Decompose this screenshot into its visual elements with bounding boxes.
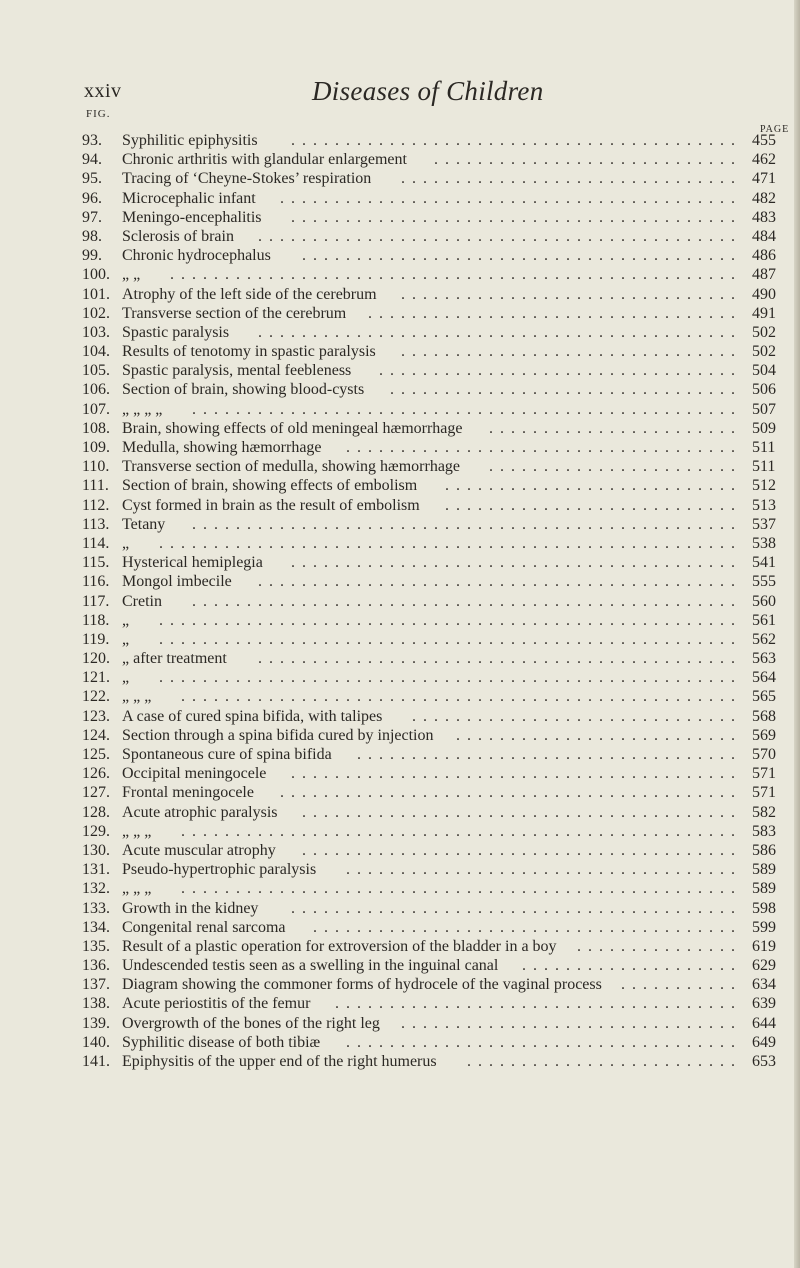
figure-number: 135. xyxy=(82,937,110,955)
leader-dots: .................................... xyxy=(346,439,742,456)
leader-dots: ..................................................... xyxy=(159,611,742,629)
figure-page: 455 xyxy=(752,132,776,149)
leader-dots: ......................................... xyxy=(291,899,742,917)
figure-page: 586 xyxy=(752,841,776,859)
figure-title: Section through a spina bifida cured by injection xyxy=(122,726,434,744)
figure-entry xyxy=(0,822,800,841)
figure-number: 141. xyxy=(82,1053,110,1070)
figure-number: 131. xyxy=(82,861,110,879)
leader-dots: ............................................ xyxy=(258,227,742,245)
leader-dots: .................................................. xyxy=(192,592,742,610)
figure-page: 598 xyxy=(752,899,776,917)
figure-entry xyxy=(0,1033,800,1052)
figure-page: 506 xyxy=(752,381,776,399)
figure-number: 133. xyxy=(82,899,110,917)
figure-entry xyxy=(0,265,800,284)
figure-title: Hysterical hemiplegia xyxy=(122,554,263,572)
figure-number: 105. xyxy=(82,362,110,380)
leader-dots: ....................................... xyxy=(313,918,742,936)
figure-page: 484 xyxy=(752,227,776,245)
figure-page: 561 xyxy=(752,611,776,629)
leader-dots: .......................................... xyxy=(280,189,742,207)
leader-dots: .................................................... xyxy=(170,266,742,284)
leader-dots: ........................... xyxy=(445,477,742,495)
figure-title: „ xyxy=(122,611,130,629)
figure-number: 93. xyxy=(82,132,102,149)
figure-number: 118. xyxy=(82,611,110,629)
figure-page: 644 xyxy=(752,1014,776,1032)
leader-dots: ......................................... xyxy=(291,554,742,572)
figure-page: 599 xyxy=(752,918,776,936)
figure-number: 106. xyxy=(82,381,110,399)
figure-title: „ „ „ xyxy=(122,880,152,898)
figure-number: 104. xyxy=(82,343,110,361)
figure-page: 634 xyxy=(752,976,776,994)
figure-entry xyxy=(0,572,800,591)
figure-page: 555 xyxy=(752,573,776,591)
leader-dots: ............................................ xyxy=(258,573,742,591)
leader-dots: .................................. xyxy=(368,304,742,322)
figure-entry xyxy=(0,534,800,553)
figure-page: 486 xyxy=(752,247,776,265)
figure-page: 560 xyxy=(752,592,776,610)
leader-dots: ............................... xyxy=(401,285,742,303)
figure-entry xyxy=(0,707,800,726)
figure-page: 565 xyxy=(752,688,776,706)
figure-entry xyxy=(0,630,800,649)
figure-page: 507 xyxy=(752,400,776,418)
leader-dots: ......................................... xyxy=(291,765,742,783)
page-number-roman: xxiv xyxy=(84,80,122,102)
figure-title: Mongol imbecile xyxy=(122,573,232,591)
figure-page: 491 xyxy=(752,304,776,322)
figure-entry xyxy=(0,918,800,937)
figure-number: 112. xyxy=(82,496,110,514)
figure-number: 123. xyxy=(82,707,110,725)
figure-page: 487 xyxy=(752,266,776,284)
figure-entry xyxy=(0,208,800,227)
leader-dots: ................................... xyxy=(357,746,742,763)
figure-title: Cretin xyxy=(122,592,162,610)
figure-entry xyxy=(0,668,800,687)
leader-dots: .................................... xyxy=(346,861,742,879)
figure-title: Congenital renal sarcoma xyxy=(122,918,286,936)
figure-title: Tetany xyxy=(122,515,166,533)
leader-dots: ....................... xyxy=(489,419,742,437)
figure-title: Cyst formed in brain as the result of embolism xyxy=(122,496,420,514)
figure-title: Spastic paralysis xyxy=(122,323,230,341)
figure-number: 115. xyxy=(82,554,110,572)
figure-entry xyxy=(0,803,800,822)
figure-number: 139. xyxy=(82,1014,110,1032)
figure-title: Occipital meningocele xyxy=(122,765,267,783)
figure-title: Sclerosis of brain xyxy=(122,227,234,245)
figure-number: 94. xyxy=(82,151,102,169)
fig-column-label: FIG. xyxy=(86,108,111,120)
figure-number: 113. xyxy=(82,515,110,533)
figure-entry xyxy=(0,899,800,918)
figure-page: 482 xyxy=(752,189,776,207)
figure-page: 564 xyxy=(752,669,776,687)
figure-number: 130. xyxy=(82,841,110,859)
figure-number: 98. xyxy=(82,227,102,245)
figure-number: 138. xyxy=(82,995,110,1013)
figure-entry xyxy=(0,726,800,745)
figure-title: Chronic hydrocephalus xyxy=(122,247,271,265)
figure-entry xyxy=(0,515,800,534)
figure-page: 509 xyxy=(752,419,776,437)
figure-page: 582 xyxy=(752,803,776,821)
figure-page: 538 xyxy=(752,534,776,552)
figure-entry xyxy=(0,169,800,188)
figure-entry xyxy=(0,246,800,265)
leader-dots: ........................... xyxy=(445,496,742,514)
figure-number: 114. xyxy=(82,534,110,552)
figure-title: „ after treatment xyxy=(122,650,227,668)
leader-dots: ............................... xyxy=(401,343,742,361)
figure-title: Meningo-encephalitis xyxy=(122,208,262,226)
figure-page: 504 xyxy=(752,362,776,380)
figure-number: 103. xyxy=(82,323,110,341)
figure-number: 128. xyxy=(82,803,110,821)
figure-title: Result of a plastic operation for extroversion of the bladder in a boy xyxy=(122,937,557,955)
figure-title: Syphilitic disease of both tibiæ xyxy=(122,1033,321,1051)
figure-title: Acute muscular atrophy xyxy=(122,841,276,859)
leader-dots: ......................................... xyxy=(291,132,742,149)
figure-number: 120. xyxy=(82,650,110,668)
figure-number: 102. xyxy=(82,304,110,322)
figure-title: Microcephalic infant xyxy=(122,189,256,207)
figure-entry xyxy=(0,975,800,994)
figure-entry xyxy=(0,553,800,572)
figure-page: 562 xyxy=(752,630,776,648)
figure-number: 136. xyxy=(82,957,110,975)
figure-entry xyxy=(0,361,800,380)
leader-dots: .......................... xyxy=(456,726,742,744)
figure-title: Results of tenotomy in spastic paralysis xyxy=(122,343,376,361)
figure-title: A case of cured spina bifida, with talipes xyxy=(122,707,383,725)
figure-number: 122. xyxy=(82,688,110,706)
figure-number: 101. xyxy=(82,285,110,303)
figure-page: 639 xyxy=(752,995,776,1013)
figure-title: „ xyxy=(122,669,130,687)
leader-dots: ........................................ xyxy=(302,841,742,859)
figure-number: 111. xyxy=(82,477,109,495)
figure-entry xyxy=(0,476,800,495)
leader-dots: .................................................. xyxy=(192,400,742,418)
figure-number: 110. xyxy=(82,458,110,476)
figure-entry xyxy=(0,400,800,419)
figure-number: 121. xyxy=(82,669,110,687)
figure-page: 583 xyxy=(752,822,776,840)
leader-dots: ........... xyxy=(621,976,742,994)
figure-page: 541 xyxy=(752,554,776,572)
leader-dots: ................................................... xyxy=(181,822,742,840)
figure-page: 653 xyxy=(752,1053,776,1070)
figure-title: Spastic paralysis, mental feebleness xyxy=(122,362,352,380)
leader-dots: .............................. xyxy=(412,707,742,725)
figure-entry xyxy=(0,438,800,457)
figure-number: 95. xyxy=(82,170,102,188)
figure-page: 511 xyxy=(752,458,776,476)
figure-number: 96. xyxy=(82,189,102,207)
figure-title: Transverse section of the cerebrum xyxy=(122,304,347,322)
figure-number: 109. xyxy=(82,439,110,456)
figure-number: 108. xyxy=(82,419,110,437)
figure-title: Acute atrophic paralysis xyxy=(122,803,278,821)
figure-title: Spontaneous cure of spina bifida xyxy=(122,746,332,763)
figure-entry xyxy=(0,611,800,630)
leader-dots: .................................... xyxy=(346,1033,742,1051)
figure-title: Section of brain, showing blood-cysts xyxy=(122,381,365,399)
leader-dots: .................................................. xyxy=(192,515,742,533)
leader-dots: ................................. xyxy=(379,362,742,380)
figure-title: Growth in the kidney xyxy=(122,899,259,917)
figure-entry xyxy=(0,285,800,304)
figure-title: Acute periostitis of the femur xyxy=(122,995,311,1013)
figure-page: 513 xyxy=(752,496,776,514)
figure-page: 619 xyxy=(752,937,776,955)
figure-page: 537 xyxy=(752,515,776,533)
figure-page: 483 xyxy=(752,208,776,226)
figure-entry xyxy=(0,687,800,706)
figure-entry xyxy=(0,860,800,879)
figure-title: „ xyxy=(122,630,130,648)
figure-number: 125. xyxy=(82,746,110,763)
figure-title: Frontal meningocele xyxy=(122,784,254,802)
figure-entry xyxy=(0,189,800,208)
leader-dots: ................................................... xyxy=(181,688,742,706)
figure-number: 107. xyxy=(82,400,110,418)
figure-entry xyxy=(0,496,800,515)
leader-dots: .................... xyxy=(522,957,742,975)
figure-title: Diagram showing the commoner forms of hydrocele of the vaginal process xyxy=(122,976,602,994)
figure-entry xyxy=(0,342,800,361)
leader-dots: ............................ xyxy=(434,151,742,169)
figure-title: Chronic arthritis with glandular enlargement xyxy=(122,151,407,169)
leader-dots: ......................................... xyxy=(291,208,742,226)
figure-number: 127. xyxy=(82,784,110,802)
figure-title: Pseudo-hypertrophic paralysis xyxy=(122,861,317,879)
figure-title: „ xyxy=(122,534,130,552)
figure-title: Transverse section of medulla, showing hæmorrhage xyxy=(122,458,461,476)
figure-entry xyxy=(0,457,800,476)
leader-dots: ................................................... xyxy=(181,880,742,898)
figure-entry xyxy=(0,745,800,764)
figure-entry xyxy=(0,323,800,342)
leader-dots: ............................................ xyxy=(258,650,742,668)
figure-entry xyxy=(0,956,800,975)
figure-number: 129. xyxy=(82,822,110,840)
figure-number: 100. xyxy=(82,266,110,284)
figure-title: Epiphysitis of the upper end of the right humerus xyxy=(122,1053,437,1070)
figure-number: 119. xyxy=(82,630,110,648)
leader-dots: ......................... xyxy=(467,1053,742,1070)
figure-page: 502 xyxy=(752,323,776,341)
figure-title: „ „ xyxy=(122,266,141,284)
figure-entry xyxy=(0,150,800,169)
figure-title: Atrophy of the left side of the cerebrum xyxy=(122,285,377,303)
figure-page: 512 xyxy=(752,477,776,495)
leader-dots: ........................................ xyxy=(302,247,742,265)
figure-title: Undescended testis seen as a swelling in the inguinal canal xyxy=(122,957,499,975)
figure-number: 132. xyxy=(82,880,110,898)
figure-entry xyxy=(0,380,800,399)
figure-title: Brain, showing effects of old meningeal hæmorrhage xyxy=(122,419,463,437)
figure-entry xyxy=(0,1014,800,1033)
figure-number: 116. xyxy=(82,573,110,591)
figure-page: 589 xyxy=(752,861,776,879)
figure-entry xyxy=(0,304,800,323)
figure-title: Overgrowth of the bones of the right leg xyxy=(122,1014,380,1032)
page-column-label: PAGE xyxy=(760,124,790,135)
figure-page: 571 xyxy=(752,784,776,802)
figure-page: 571 xyxy=(752,765,776,783)
figure-number: 124. xyxy=(82,726,110,744)
leader-dots: ..................................... xyxy=(335,995,742,1013)
leader-dots: ............................................ xyxy=(258,323,742,341)
figure-number: 137. xyxy=(82,976,110,994)
figure-entry xyxy=(0,937,800,956)
figure-entry xyxy=(0,783,800,802)
figure-title: Medulla, showing hæmorrhage xyxy=(122,439,322,456)
figure-page: 563 xyxy=(752,650,776,668)
figure-page: 569 xyxy=(752,726,776,744)
figure-page: 502 xyxy=(752,343,776,361)
figure-number: 140. xyxy=(82,1033,110,1051)
figure-page: 490 xyxy=(752,285,776,303)
figure-number: 126. xyxy=(82,765,110,783)
figure-page: 629 xyxy=(752,957,776,975)
figure-entry xyxy=(0,764,800,783)
running-title: Diseases of Children xyxy=(312,76,544,106)
leader-dots: ................................ xyxy=(390,381,742,399)
figure-title: „ „ „ „ xyxy=(122,400,163,418)
figure-entry xyxy=(0,419,800,438)
figure-entry xyxy=(0,841,800,860)
figure-title: „ „ „ xyxy=(122,688,152,706)
figure-page: 570 xyxy=(752,746,776,763)
figure-page: 511 xyxy=(752,439,776,456)
figure-list xyxy=(0,131,800,1071)
figure-page: 649 xyxy=(752,1033,776,1051)
figure-title: Section of brain, showing effects of embolism xyxy=(122,477,418,495)
figure-number: 97. xyxy=(82,208,102,226)
page-edge xyxy=(794,0,800,1268)
figure-page: 568 xyxy=(752,707,776,725)
figure-title: Syphilitic epiphysitis xyxy=(122,132,258,149)
figure-entry xyxy=(0,879,800,898)
leader-dots: ....................... xyxy=(489,458,742,476)
figure-entry xyxy=(0,227,800,246)
figure-number: 134. xyxy=(82,918,110,936)
figure-number: 99. xyxy=(82,247,102,265)
figure-page: 589 xyxy=(752,880,776,898)
figure-page: 471 xyxy=(752,170,776,188)
leader-dots: ........................................ xyxy=(302,803,742,821)
figure-entry xyxy=(0,592,800,611)
leader-dots: ............................... xyxy=(401,170,742,188)
figure-entry xyxy=(0,1052,800,1071)
leader-dots: ............................... xyxy=(401,1014,742,1032)
leader-dots: ............... xyxy=(577,937,742,955)
leader-dots: ..................................................... xyxy=(159,669,742,687)
figure-title: Tracing of ‘Cheyne-Stokes’ respiration xyxy=(122,170,372,188)
figure-entry xyxy=(0,131,800,150)
figure-entry xyxy=(0,649,800,668)
figure-number: 117. xyxy=(82,592,110,610)
leader-dots: ..................................................... xyxy=(159,534,742,552)
figure-title: „ „ „ xyxy=(122,822,152,840)
leader-dots: .......................................... xyxy=(280,784,742,802)
figure-page: 462 xyxy=(752,151,776,169)
figure-entry xyxy=(0,994,800,1013)
leader-dots: ..................................................... xyxy=(159,630,742,648)
